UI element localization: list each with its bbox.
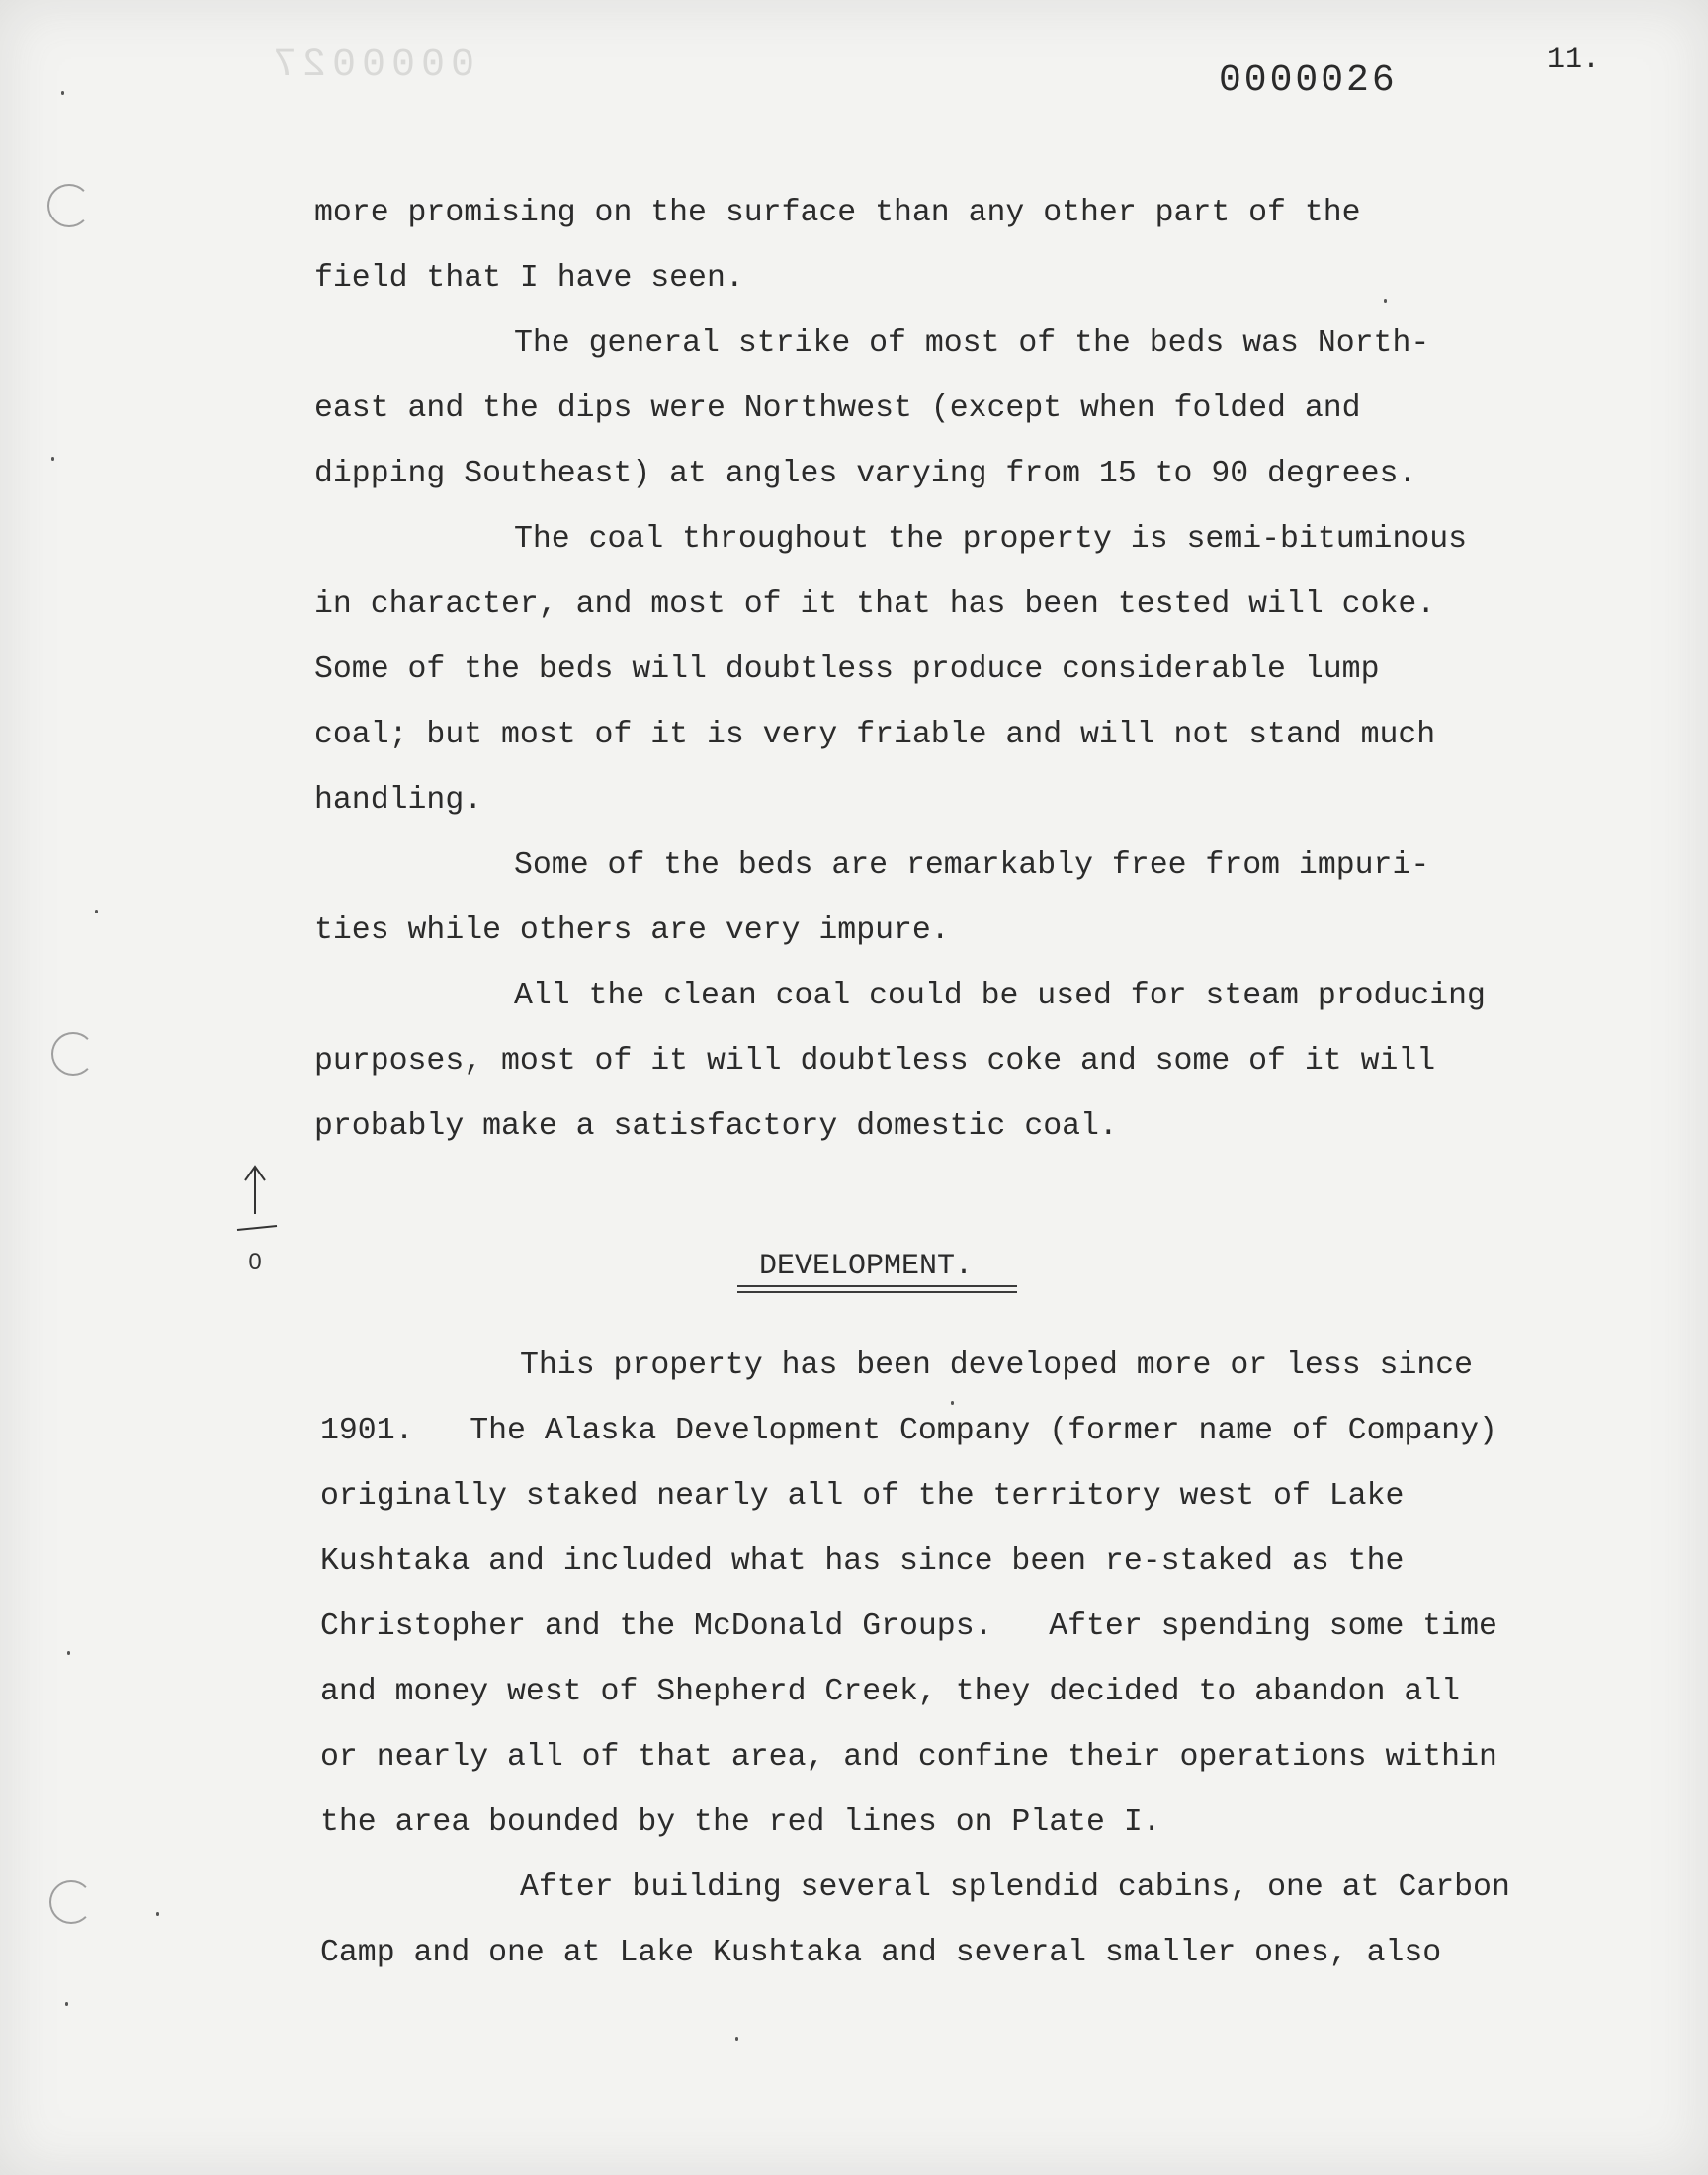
body-line: All the clean coal could be used for steam producing <box>514 979 1486 1013</box>
punch-hole-icon <box>47 184 91 227</box>
body-line: dipping Southeast) at angles varying from 15 to 90 degrees. <box>314 457 1417 491</box>
section-line: This property has been developed more or less since <box>520 1348 1474 1383</box>
body-line: in character, and most of it that has been tested will coke. <box>314 587 1436 622</box>
section-line: and money west of Shepherd Creek, they decided to abandon all <box>320 1675 1461 1709</box>
body-line: purposes, most of it will doubtless coke and some of it will <box>314 1044 1436 1079</box>
section-line: 1901. The Alaska Development Company (former name of Company) <box>320 1414 1497 1448</box>
section-heading: DEVELOPMENT. <box>759 1250 974 1283</box>
margin-arrow-icon <box>233 1159 281 1277</box>
body-line: coal; but most of it is very friable and will not stand much <box>314 718 1436 752</box>
scan-speck <box>1384 299 1387 303</box>
scan-speck <box>51 457 54 461</box>
body-line: Some of the beds are remarkably free from impuri- <box>514 848 1430 883</box>
body-line: field that I have seen. <box>314 261 744 296</box>
body-line: probably make a satisfactory domestic coal. <box>314 1109 1118 1144</box>
punch-hole-icon <box>49 1880 93 1924</box>
section-line: Camp and one at Lake Kushtaka and several smaller ones, also <box>320 1936 1442 1970</box>
heading-underline <box>737 1285 1017 1287</box>
heading-underline <box>737 1291 1017 1293</box>
scan-speck <box>95 910 98 914</box>
punch-hole-icon <box>51 1032 95 1076</box>
body-line: Some of the beds will doubtless produce considerable lump <box>314 652 1380 687</box>
scan-speck <box>735 2037 738 2041</box>
section-line: Christopher and the McDonald Groups. After spending some time <box>320 1610 1497 1644</box>
page-number: 11. <box>1547 44 1601 77</box>
scan-speck <box>156 1912 159 1916</box>
body-line: ties while others are very impure. <box>314 914 950 948</box>
scan-speck <box>65 2002 68 2006</box>
section-line: or nearly all of that area, and confine their operations within <box>320 1740 1497 1775</box>
body-line: The coal throughout the property is semi-bituminous <box>514 522 1468 557</box>
body-line: east and the dips were Northwest (except when folded and <box>314 392 1361 426</box>
body-line: The general strike of most of the beds was North- <box>514 326 1430 361</box>
margin-note: 0 <box>248 1249 262 1275</box>
section-line: Kushtaka and included what has since been re-staked as the <box>320 1544 1405 1579</box>
document-number: 0000026 <box>1219 59 1398 102</box>
section-line: the area bounded by the red lines on Plate I. <box>320 1805 1161 1840</box>
body-line: more promising on the surface than any other part of the <box>314 196 1361 230</box>
section-line: originally staked nearly all of the territory west of Lake <box>320 1479 1405 1514</box>
body-line: handling. <box>314 783 483 818</box>
scan-speck <box>67 1651 70 1655</box>
scan-speck <box>61 91 64 95</box>
section-line: After building several splendid cabins, one at Carbon <box>520 1870 1510 1905</box>
bleed-through-number: 0000027 <box>267 44 475 88</box>
scan-speck <box>951 1401 954 1405</box>
